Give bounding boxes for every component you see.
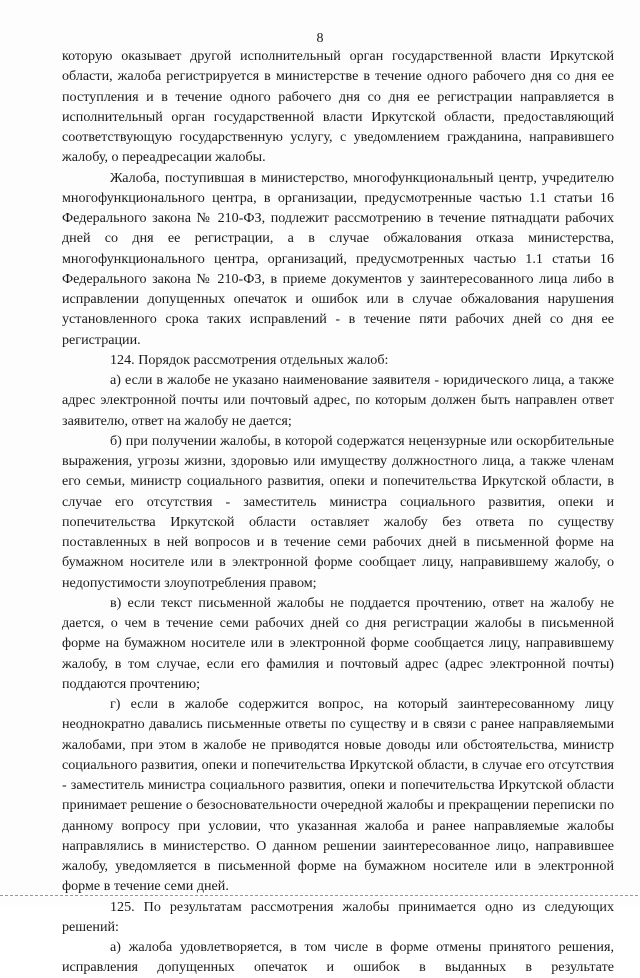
paragraph-item-124-v: в) если текст письменной жалобы не поддается прочтению, ответ на жалобу не дается, о чем в течение семи рабочих дней со дня регистрации жалобы в письменной форме на бумажном носителе или в электронной форме сообщается лицу, направившему жалобу, в том случае, если его фамилия и почтовый адрес (адрес электронной почты) поддаются прочтению; bbox=[62, 594, 614, 692]
page-bottom-edge bbox=[0, 895, 640, 896]
paragraph-item-124-b: б) при получении жалобы, в которой содержатся нецензурные или оскорбительные выражения, угрозы жизни, здоровью или имуществу должностного лица, а также членам его семьи, министр социального развития, опеки и попечительства Иркутской области, в случае его отсутствия - заместитель министра социального развития, опеки и попечительства Иркутской области оставляет жалобу без ответа по существу поставленных в ней вопросов и в течение семи рабочих дней в письменной форме на бумажном носителе или в электронной форме сообщает лицу, направившему жалобу, о недопустимости злоупотребления правом; bbox=[62, 432, 614, 591]
paragraph-item-124-a: а) если в жалобе не указано наименование заявителя - юридического лица, а также адрес электронной почты или почтовый адрес, по которым должен быть направлен ответ заявителю, ответ на жалобу не дается; bbox=[62, 372, 614, 429]
paragraph-item-125: 125. По результатам рассмотрения жалобы принимается одно из следующих решений: bbox=[62, 898, 614, 935]
paragraph-item-124-g: г) если в жалобе содержится вопрос, на который заинтересованному лицу неоднократно давались письменные ответы по существу и в связи с ранее направляемыми жалобами, при этом в жалобе не приводятся новые доводы или обстоятельства, министр социального развития, опеки и попечительства Иркутской области, в случае его отсутствия - заместитель министра социального развития, опеки и попечительства Иркутской области принимает решение о безосновательности очередной жалобы и прекращении переписки по данному вопросу при условии, что указанная жалоба и ранее направляемые жалобы направлялись в министерство. О данном решении заинтересованное лицо, направившее жалобу, уведомляется в письменной форме на бумажном носителе или в электронной форме в течение семи дней. bbox=[62, 696, 614, 895]
paragraph-complaint-review: Жалоба, поступившая в министерство, многофункциональный центр, учредителю многофункционального центра, в организации, предусмотренные частью 1.1 статьи 16 Федерального закона № 210-ФЗ, подлежит рассмотрению в течение пятнадцати рабочих дней со дня ее регистрации, а в случае обжалования отказа министерства, многофункционального центра, организаций, предусмотренных частью 1.1 статьи 16 Федерального закона № 210-ФЗ, в приеме документов у заинтересованного лица либо в исправлении допущенных опечаток и ошибок или в случае обжалования нарушения установленного срока таких исправлений - в течение пяти рабочих дней со дня ее регистрации. bbox=[62, 169, 614, 348]
paragraph-item-125-a: а) жалоба удовлетворяется, в том числе в форме отмены принятого решения, исправления допущенных опечаток и ошибок в выданных в результате bbox=[62, 939, 614, 976]
document-body bbox=[62, 46, 614, 978]
paragraph-item-124: 124. Порядок рассмотрения отдельных жалоб: bbox=[110, 351, 389, 368]
page-number: 8 bbox=[316, 31, 324, 46]
paragraph-carryover: которую оказывает другой исполнительный орган государственной власти Иркутской области, жалоба регистрируется в министерстве в течение одного рабочего дня со дня ее поступления и в течение одного рабочего дня со дня ее регистрации направляется в исполнительный орган государственной власти Иркутской области, предоставляющий соответствующую государственную услугу, с уведомлением гражданина, направившего жалобу, о переадресации жалобы. bbox=[62, 48, 614, 166]
